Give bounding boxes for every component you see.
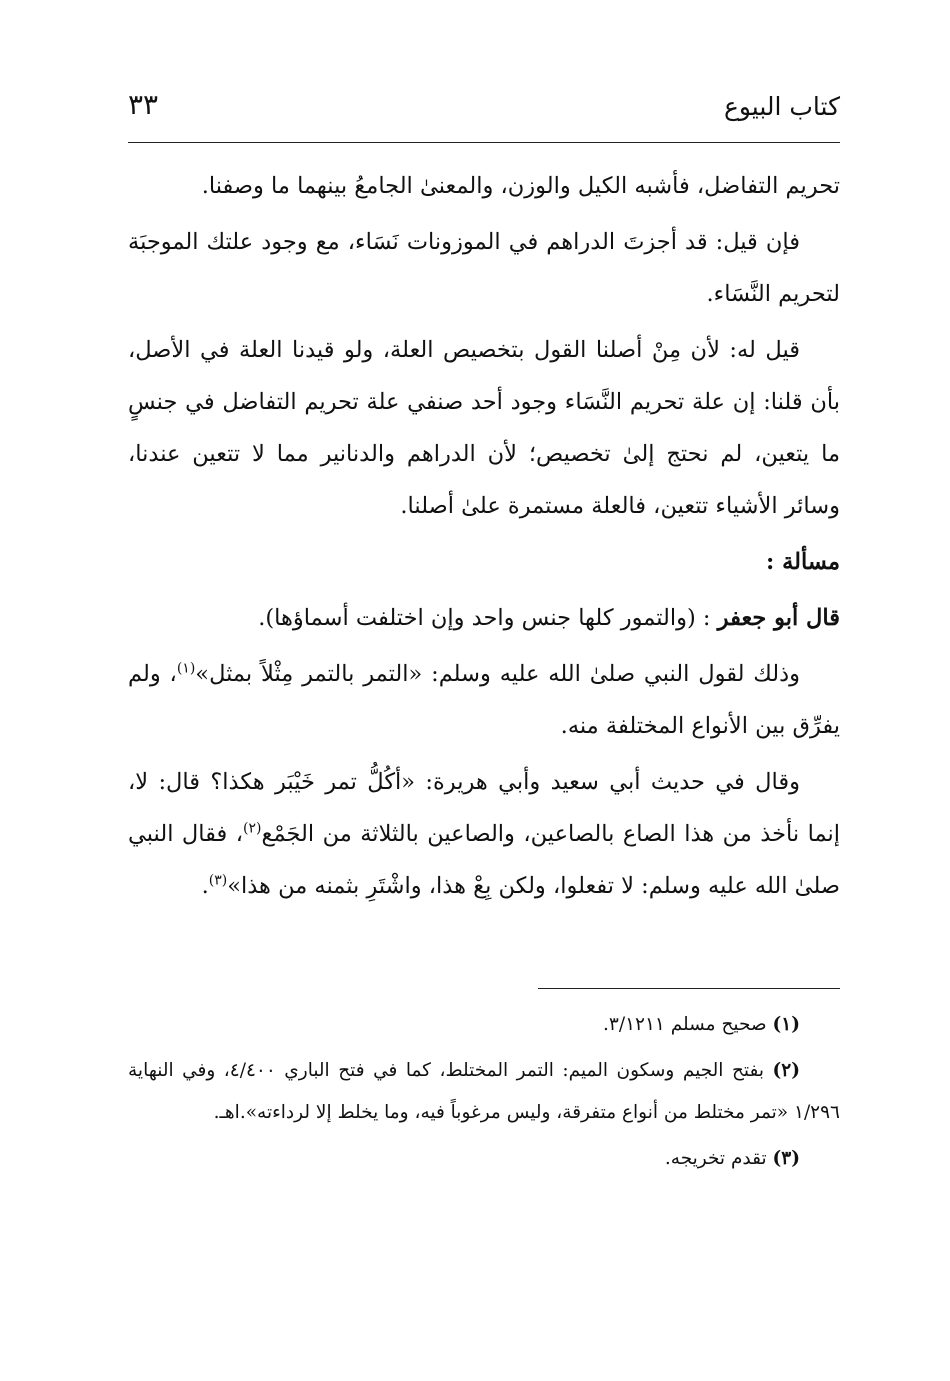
paragraph-1: تحريم التفاضل، فأشبه الكيل والوزن، والمعنىٰ الجامعُ بينهما ما وصفنا.: [201, 173, 840, 199]
footnote-3: (٣) تقدم تخريجه.: [664, 1148, 800, 1169]
running-header: [128, 86, 840, 134]
paragraph-2: فإن قيل: قد أجزتَ الدراهم في الموزونات نَسَاء، مع وجود علتك الموجبَة لتحريم النَّسَاء.: [128, 229, 840, 307]
page-number: ٣٣: [128, 88, 159, 121]
footnote-divider: [538, 988, 840, 989]
paragraph-5: وذلك لقول النبي صلىٰ الله عليه وسلم: «التمر بالتمر مِثْلاً بمثل»$^{(١)}$، ولم يفرِّق بين الأنواع المختلفة منه.: [128, 660, 840, 739]
footnote-ref-1[interactable]: (١): [176, 660, 196, 677]
header-divider: [128, 142, 840, 143]
paragraph-6: وقال في حديث أبي سعيد وأبي هريرة: «أكُلُّ تمر خَيْبَر هكذا؟ قال: لا، إنما نأخذ من هذا الصاع بالصاعين، والصاعين بالثلاثة من الجَمْع$^{(٢)}$، فقال النبي صلىٰ الله عليه وسلم: لا تفعلوا، ولكن بِعْ هذا، واشْتَرِ بثمنه من هذا»$^{(٣)}$.: [128, 769, 840, 899]
footnote-1: (١) صحيح مسلم ٣/١٢١١.: [603, 1014, 800, 1035]
paragraph-4: قال أبو جعفر : (والتمور كلها جنس واحد وإن اختلفت أسماؤها).: [258, 605, 840, 631]
footnote-ref-3[interactable]: (٣): [208, 872, 228, 889]
chapter-title: كتاب البيوع: [723, 92, 840, 121]
paragraph-3: قيل له: لأن مِنْ أصلنا القول بتخصيص العلة، ولو قيدنا العلة في الأصل، بأن قلنا: إن علة تحريم النَّسَاء وجود أحد صنفي علة تحريم التفاضل في جنسٍ ما يتعين، لم نحتج إلىٰ تخصيص؛ لأن الدراهم والدنانير مما لا تتعين عندنا، وسائر الأشياء تتعين، فالعلة مستمرة علىٰ أصلنا.: [128, 337, 840, 519]
main-text: [128, 160, 840, 916]
footnote-2: (٢) بفتح الجيم وسكون الميم: التمر المختلط، كما في فتح الباري ٤/٤٠٠، وفي النهاية ١/٢٩٦ «تمر مختلط من أنواع متفرقة، وليس مرغوباً فيه، وما يخلط إلا لرداءته».اهـ.: [128, 1060, 840, 1123]
footnotes: [128, 1004, 840, 1184]
section-heading: مسألة :: [765, 549, 840, 575]
footnote-ref-2[interactable]: (٢): [243, 820, 262, 837]
